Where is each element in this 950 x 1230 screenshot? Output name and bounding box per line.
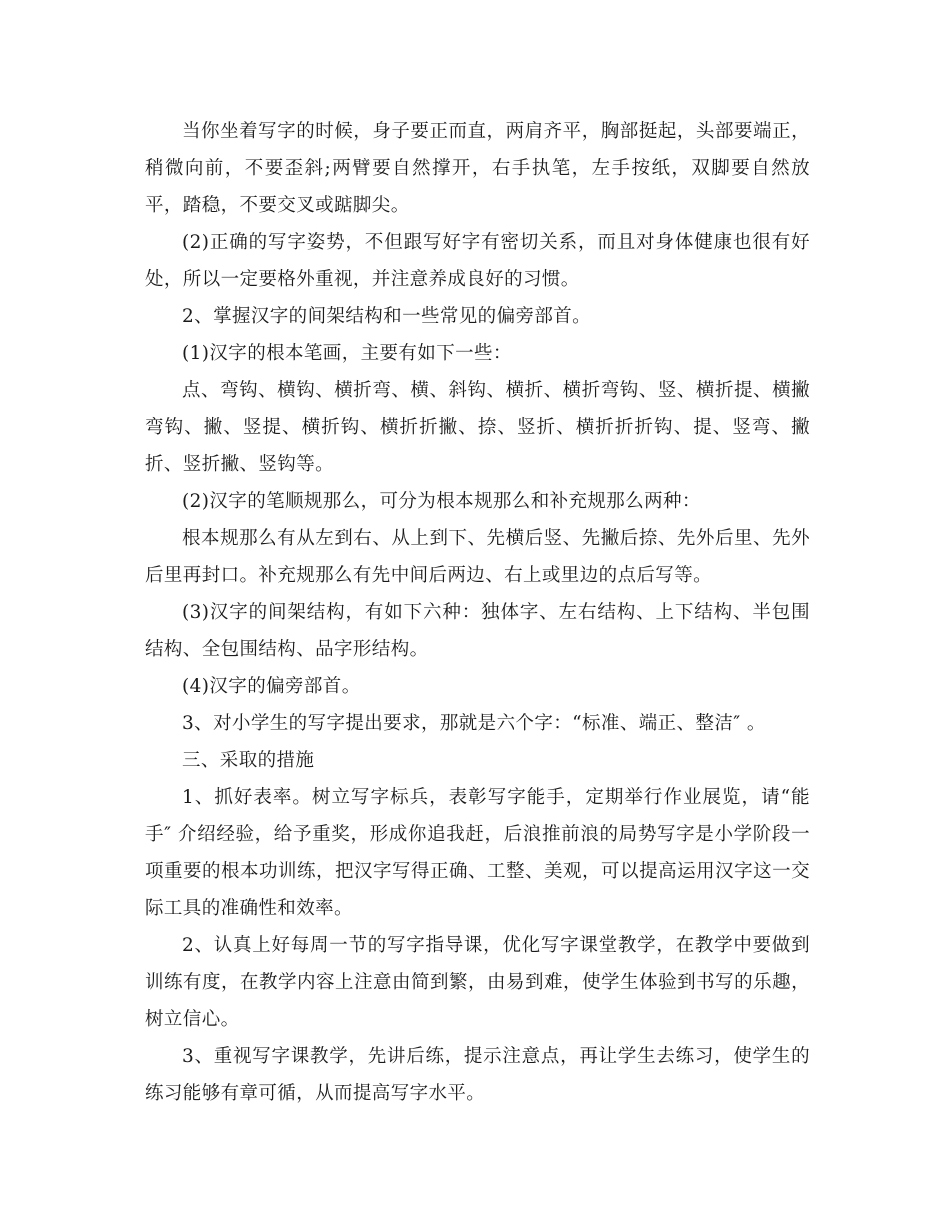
paragraph: (3)汉字的间架结构，有如下六种：独体字、左右结构、上下结构、半包围结构、全包围结构、品字形结构。 <box>145 602 810 660</box>
paragraph: 1、抓好表率。树立写字标兵，表彰写字能手，定期举行作业展览，请“能手″ 介绍经验，给予重奖，形成你追我赶，后浪推前浪的局势写字是小学阶段一项重要的根本功训练，把汉字写得正确、工整、美观，可以提高运用汉字这一交际工具的准确性和效率。 <box>145 787 810 919</box>
paragraph: 3、重视写字课教学，先讲后练，提示注意点，再让学生去练习，使学生的练习能够有章可循，从而提高写字水平。 <box>145 1046 810 1104</box>
paragraph: 当你坐着写字的时候，身子要正而直，两肩齐平，胸部挺起，头部要端正，稍微向前，不要歪斜;两臂要自然撑开，右手执笔，左手按纸，双脚要自然放平，踏稳，不要交叉或踮脚尖。 <box>145 121 810 216</box>
paragraph: (1)汉字的根本笔画，主要有如下一些： <box>182 343 512 364</box>
paragraph: (2)汉字的笔顺规那么，可分为根本规那么和补充规那么两种： <box>182 491 701 512</box>
paragraph: (2)正确的写字姿势，不但跟写好字有密切关系，而且对身体健康也很有好处，所以一定要格外重视，并注意养成良好的习惯。 <box>145 232 810 290</box>
section-heading: 三、采取的措施 <box>182 750 315 771</box>
paragraph: 3、对小学生的写字提出要求，那就是六个字：“标准、端正、整洁″ 。 <box>182 713 766 734</box>
paragraph: (4)汉字的偏旁部首。 <box>182 676 361 697</box>
document-body <box>145 113 810 1112</box>
paragraph: 根本规那么有从左到右、从上到下、先横后竖、先撇后捺、先外后里、先外后里再封口。补充规那么有先中间后两边、右上或里边的点后写等。 <box>145 528 810 586</box>
paragraph: 点、弯钩、横钩、横折弯、横、斜钩、横折、横折弯钩、竖、横折提、横撇弯钩、撇、竖提、横折钩、横折折撇、捺、竖折、横折折折钩、提、竖弯、撇折、竖折撇、竖钩等。 <box>145 380 810 475</box>
paragraph: 2、掌握汉字的间架结构和一些常见的偏旁部首。 <box>182 306 592 327</box>
paragraph: 2、认真上好每周一节的写字指导课，优化写字课堂教学，在教学中要做到训练有度，在教学内容上注意由简到繁，由易到难，使学生体验到书写的乐趣，树立信心。 <box>145 935 810 1030</box>
